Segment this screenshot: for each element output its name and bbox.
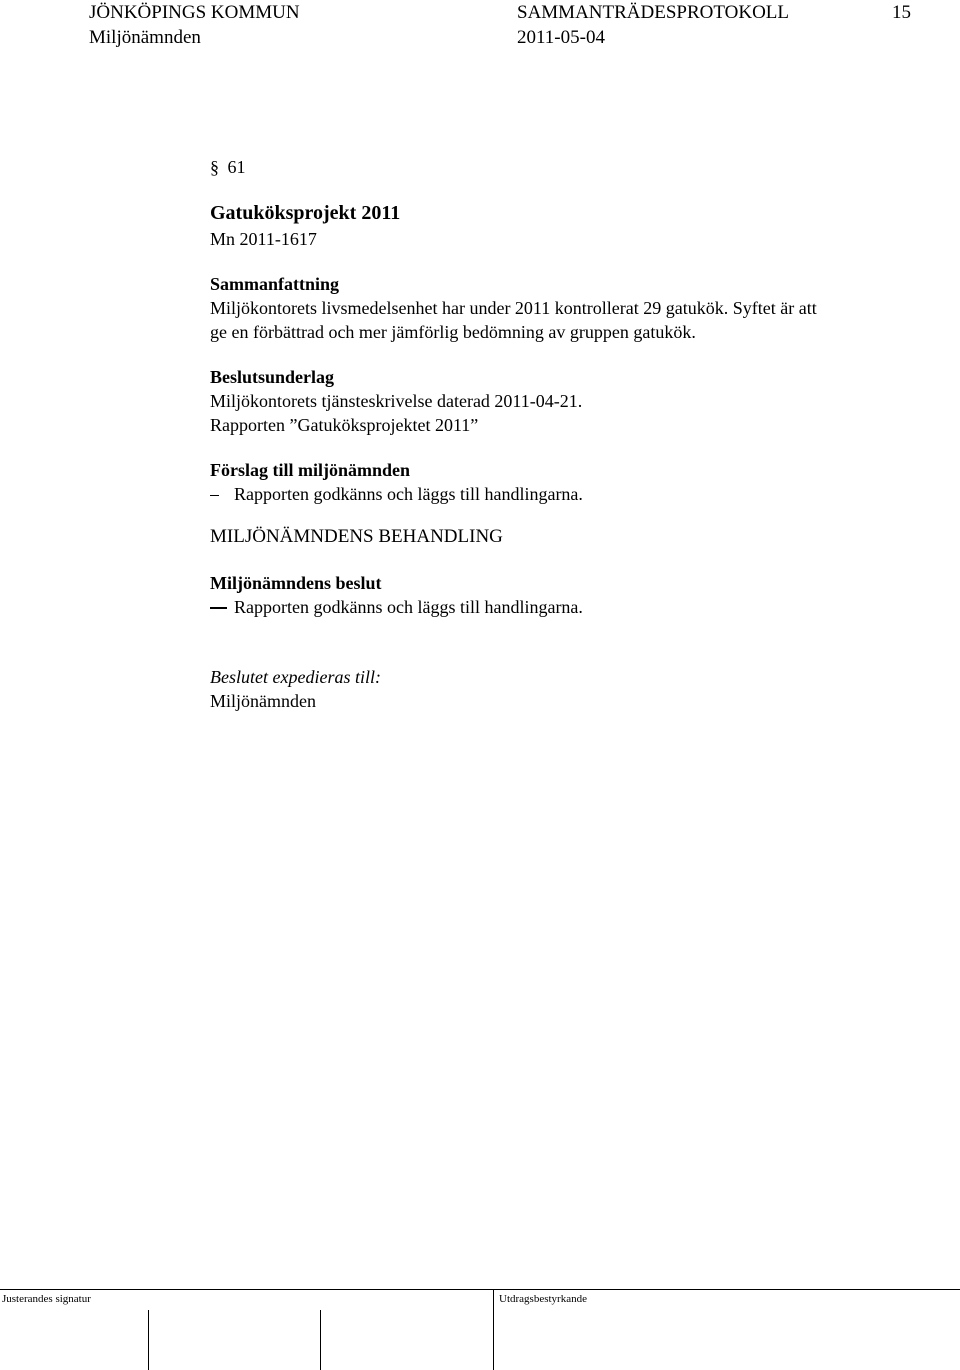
summary-line-1: Miljökontorets livsmedelsenhet har under 2011 kontrollerat 29 gatukök. Syftet är att	[210, 298, 817, 318]
dispatch-heading: Beslutet expedieras till:	[210, 667, 381, 687]
summary-heading: Sammanfattning	[210, 274, 340, 294]
signature-label: Justerandes signatur	[2, 1293, 91, 1305]
treatment-heading: MILJÖNÄMNDENS BEHANDLING	[210, 526, 503, 547]
decision-basis-line-2: Rapporten ”Gatuköksprojektet 2011”	[210, 415, 479, 435]
certification-label: Utdragsbestyrkande	[499, 1293, 587, 1305]
summary-line-2: ge en förbättrad och mer jämförlig bedömning av gruppen gatukök.	[210, 322, 696, 342]
protocol-title: SAMMANTRÄDESPROTOKOLL	[517, 2, 790, 23]
meeting-date: 2011-05-04	[517, 27, 605, 48]
decision-bullet-dash	[210, 607, 227, 609]
signature-box-divider-2	[320, 1310, 321, 1370]
decision-heading: Miljönämndens beslut	[210, 573, 382, 593]
signature-box-divider-1	[148, 1310, 149, 1370]
paragraph-symbol: §	[210, 157, 219, 177]
municipality-name: JÖNKÖPINGS KOMMUN	[89, 2, 300, 23]
committee-name: Miljönämnden	[89, 27, 201, 48]
page-number: 15	[892, 2, 911, 23]
paragraph-number: 61	[227, 157, 246, 177]
signature-box-divider-3	[493, 1289, 494, 1370]
paragraph-marker	[210, 155, 246, 179]
proposal-bullet-dash	[210, 495, 219, 496]
case-number: Mn 2011-1617	[210, 229, 317, 249]
decision-item: Rapporten godkänns och läggs till handlingarna.	[234, 597, 583, 617]
decision-basis-line-1: Miljökontorets tjänsteskrivelse daterad 2011-04-21.	[210, 391, 583, 411]
section-title: Gatuköksprojekt 2011	[210, 202, 401, 224]
dispatch-recipient: Miljönämnden	[210, 691, 316, 711]
decision-basis-heading: Beslutsunderlag	[210, 367, 335, 387]
proposal-item: Rapporten godkänns och läggs till handlingarna.	[234, 484, 583, 504]
proposal-heading: Förslag till miljönämnden	[210, 460, 411, 480]
footer-divider	[0, 1289, 960, 1290]
